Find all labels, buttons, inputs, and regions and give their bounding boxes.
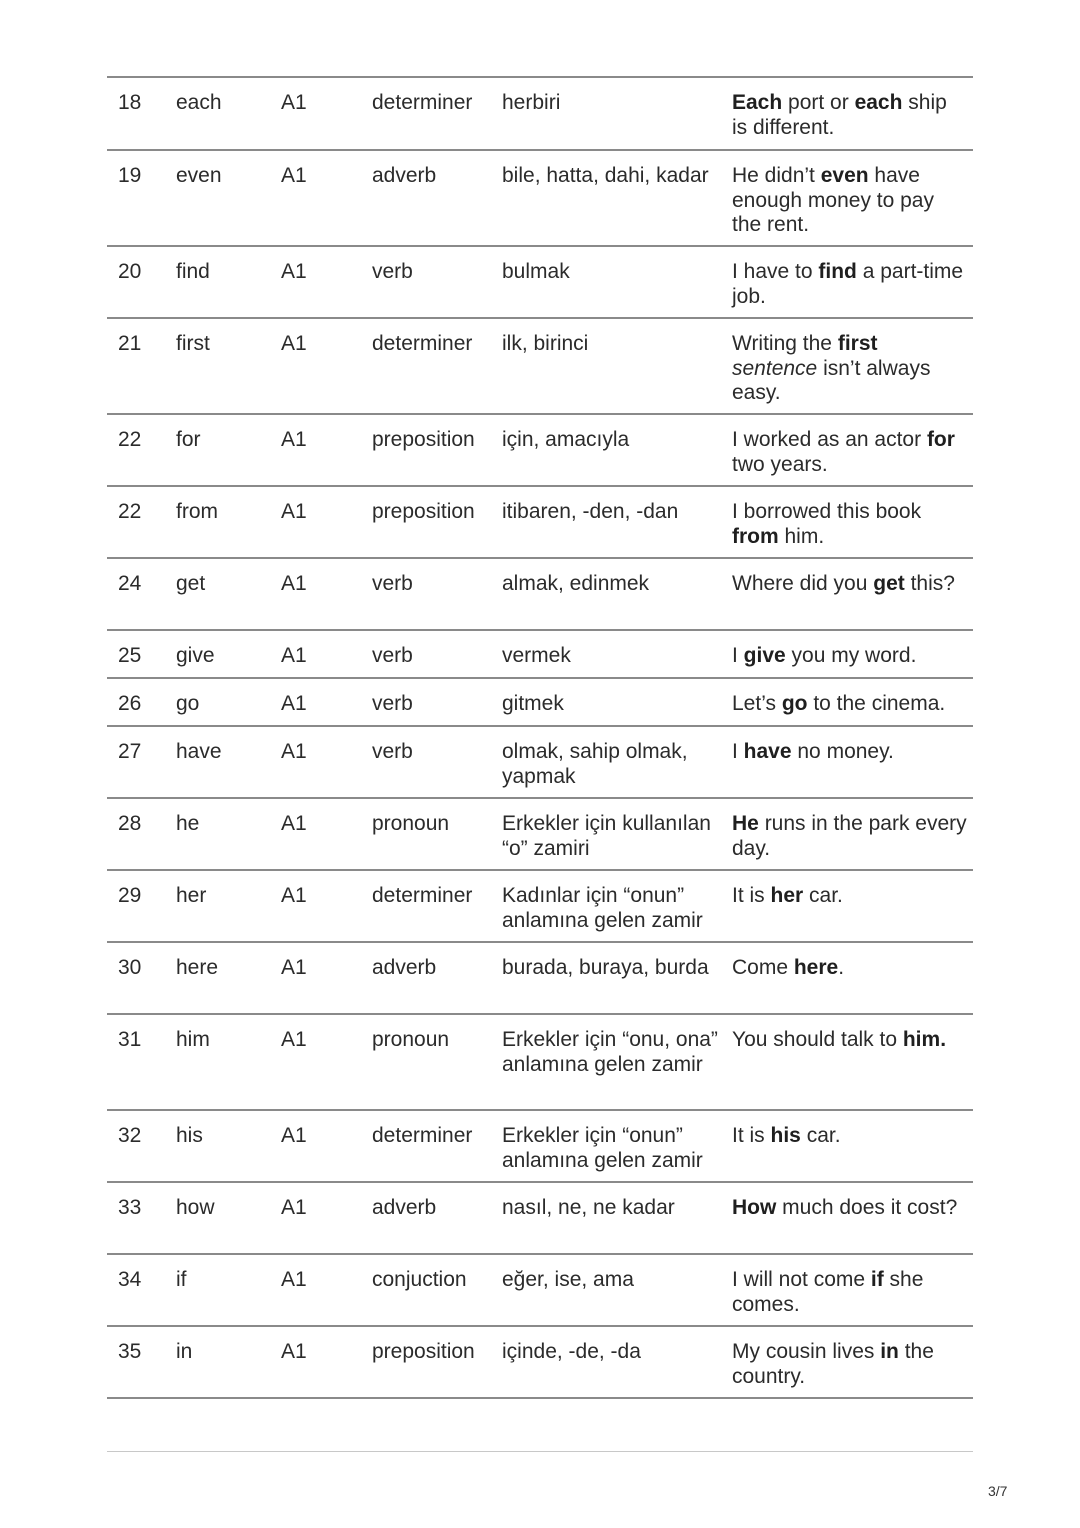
translation: bile, hatta, dahi, kadar [502, 164, 709, 187]
part-of-speech: determiner [372, 1124, 473, 1147]
translation: vermek [502, 644, 571, 667]
level: A1 [281, 1124, 307, 1147]
example-text: runs in the park every day. [732, 812, 967, 860]
vocabulary-table [107, 76, 973, 1399]
example-text: no money. [791, 740, 894, 763]
translation: herbiri [502, 91, 561, 114]
example-keyword: find [818, 260, 857, 283]
row-number: 28 [118, 812, 142, 835]
table-row [107, 799, 973, 871]
example-text: It is [732, 1124, 771, 1147]
example-text: Come [732, 956, 794, 979]
level: A1 [281, 91, 307, 114]
example-sentence [732, 91, 967, 140]
example-text: I worked as an actor [732, 428, 927, 451]
word: go [176, 692, 200, 715]
page-number: 3/7 [988, 1483, 1008, 1499]
row-number: 31 [118, 1028, 142, 1051]
example-sentence [732, 332, 967, 406]
translation: Erkekler için “onun” anlamına gelen zamir [502, 1124, 703, 1172]
example-keyword: He [732, 812, 759, 835]
translation: nasıl, ne, ne kadar [502, 1196, 675, 1219]
word: even [176, 164, 222, 187]
table-row [107, 1327, 973, 1399]
example-text: you my word. [785, 644, 917, 667]
row-number: 33 [118, 1196, 142, 1219]
example-keyword: for [926, 428, 955, 451]
example-keyword: each [854, 91, 903, 114]
row-number: 32 [118, 1124, 142, 1147]
part-of-speech: conjuction [372, 1268, 467, 1291]
word: him [176, 1028, 210, 1051]
example-keyword: Each [732, 91, 783, 114]
word: find [176, 260, 210, 283]
table-row [107, 487, 973, 559]
example-sentence [732, 740, 967, 765]
example-sentence [732, 500, 967, 549]
row-number: 24 [118, 572, 142, 595]
table-row [107, 151, 973, 247]
example-text: car. [803, 884, 843, 907]
example-sentence [732, 1124, 967, 1149]
example-text: this? [904, 572, 955, 595]
example-sentence [732, 1028, 967, 1053]
table-row [107, 247, 973, 319]
translation: almak, edinmek [502, 572, 650, 595]
example-text: . [838, 956, 845, 979]
level: A1 [281, 1196, 307, 1219]
example-sentence [732, 956, 967, 981]
row-number: 19 [118, 164, 142, 187]
translation: bulmak [502, 260, 570, 283]
example-keyword: even [820, 164, 869, 187]
part-of-speech: pronoun [372, 812, 450, 835]
table-row [107, 943, 973, 1015]
translation: için, amacıyla [502, 428, 630, 451]
row-number: 35 [118, 1340, 142, 1363]
example-text: ship is different. [732, 91, 947, 139]
part-of-speech: adverb [372, 956, 437, 979]
part-of-speech: preposition [372, 500, 475, 523]
translation: eğer, ise, ama [502, 1268, 634, 1291]
example-text: isn’t always easy. [732, 356, 931, 404]
example-sentence [732, 884, 967, 909]
row-number: 21 [118, 332, 142, 355]
translation: içinde, -de, -da [502, 1340, 641, 1363]
word: first [176, 332, 210, 355]
word: here [176, 956, 219, 979]
table-row [107, 631, 973, 679]
word: give [176, 644, 215, 667]
translation: ilk, birinci [502, 332, 589, 355]
example-sentence [732, 164, 967, 238]
level: A1 [281, 572, 307, 595]
part-of-speech: verb [372, 740, 413, 763]
row-number: 27 [118, 740, 142, 763]
table-row [107, 1111, 973, 1183]
word: for [176, 428, 201, 451]
example-keyword: her [770, 884, 804, 907]
example-text: He didn’t [732, 164, 821, 187]
example-sentence [732, 812, 967, 861]
part-of-speech: adverb [372, 1196, 437, 1219]
example-keyword: go [781, 692, 808, 715]
word: from [176, 500, 218, 523]
example-keyword: here [793, 956, 839, 979]
example-keyword: his [770, 1124, 801, 1147]
example-text: I will not come [732, 1268, 871, 1291]
translation: olmak, sahip olmak, yapmak [502, 740, 688, 788]
example-sentence [732, 692, 967, 717]
level: A1 [281, 812, 307, 835]
part-of-speech: preposition [372, 1340, 475, 1363]
table-row [107, 415, 973, 487]
example-text: You should talk to [732, 1028, 903, 1051]
example-text: she comes. [732, 1268, 924, 1316]
example-keyword: from [732, 524, 779, 548]
part-of-speech: determiner [372, 91, 473, 114]
part-of-speech: determiner [372, 332, 473, 355]
row-number: 22 [118, 428, 142, 451]
row-number: 29 [118, 884, 142, 907]
table-row [107, 1183, 973, 1255]
example-keyword: have [743, 740, 792, 763]
level: A1 [281, 164, 307, 187]
example-sentence [732, 428, 967, 477]
part-of-speech: verb [372, 572, 413, 595]
example-text: him. [778, 524, 825, 548]
level: A1 [281, 1028, 307, 1051]
example-keyword: first [837, 332, 878, 355]
example-text: Writing the [732, 332, 838, 355]
translation: gitmek [502, 692, 564, 715]
level: A1 [281, 1268, 307, 1291]
level: A1 [281, 740, 307, 763]
part-of-speech: pronoun [372, 1028, 450, 1051]
row-number: 25 [118, 644, 142, 667]
table-row [107, 679, 973, 727]
table-row [107, 319, 973, 415]
example-sentence [732, 1196, 967, 1221]
word: how [176, 1196, 215, 1219]
example-text: sentence [732, 356, 818, 380]
level: A1 [281, 692, 307, 715]
level: A1 [281, 500, 307, 523]
example-text: to the cinema. [807, 692, 946, 715]
part-of-speech: determiner [372, 884, 473, 907]
example-text: Where did you [732, 572, 874, 595]
part-of-speech: adverb [372, 164, 437, 187]
row-number: 22 [118, 500, 142, 523]
example-keyword: him. [902, 1028, 947, 1051]
table-row [107, 727, 973, 799]
word: each [176, 91, 222, 114]
level: A1 [281, 332, 307, 355]
row-number: 34 [118, 1268, 142, 1291]
example-sentence [732, 644, 967, 669]
example-keyword: if [870, 1268, 884, 1291]
example-text: a part-time job. [732, 260, 964, 308]
table-row [107, 871, 973, 943]
table-row [107, 1015, 973, 1111]
translation: Erkekler için kullanılan “o” zamiri [502, 812, 711, 860]
level: A1 [281, 644, 307, 667]
part-of-speech: verb [372, 692, 413, 715]
example-text: I have to [732, 260, 819, 283]
table-row [107, 559, 973, 631]
example-sentence [732, 1268, 967, 1317]
word: get [176, 572, 206, 595]
example-text: I [732, 740, 744, 763]
level: A1 [281, 956, 307, 979]
example-keyword: get [873, 572, 905, 595]
example-text: car. [800, 1124, 841, 1147]
table-row [107, 1255, 973, 1327]
example-keyword: How [732, 1196, 777, 1219]
example-text: much does it cost? [776, 1196, 958, 1219]
word: he [176, 812, 200, 835]
word: her [176, 884, 207, 907]
row-number: 30 [118, 956, 142, 979]
translation: itibaren, -den, -dan [502, 500, 679, 523]
word: in [176, 1340, 193, 1363]
translation: Erkekler için “onu, ona” anlamına gelen zamir [502, 1028, 718, 1076]
part-of-speech: preposition [372, 428, 475, 451]
footer-divider [107, 1451, 973, 1452]
word: have [176, 740, 222, 763]
example-text: I borrowed this book [732, 500, 922, 523]
table-row [107, 78, 973, 151]
word: his [176, 1124, 203, 1147]
level: A1 [281, 428, 307, 451]
row-number: 26 [118, 692, 142, 715]
row-number: 18 [118, 91, 142, 114]
example-text: the country. [732, 1340, 934, 1388]
part-of-speech: verb [372, 260, 413, 283]
example-keyword: in [880, 1340, 899, 1363]
example-sentence [732, 260, 967, 309]
example-text: have enough money to pay the rent. [732, 164, 934, 236]
level: A1 [281, 1340, 307, 1363]
example-text: Let’s [732, 692, 782, 715]
part-of-speech: verb [372, 644, 413, 667]
example-keyword: give [743, 644, 786, 667]
translation: Kadınlar için “onun” anlamına gelen zamir [502, 884, 703, 932]
level: A1 [281, 260, 307, 283]
word: if [176, 1268, 187, 1291]
example-text: My cousin lives [732, 1340, 881, 1363]
translation: burada, buraya, burda [502, 956, 709, 979]
example-sentence [732, 572, 967, 597]
example-text: two years. [732, 452, 828, 476]
row-number: 20 [118, 260, 142, 283]
example-sentence [732, 1340, 967, 1389]
level: A1 [281, 884, 307, 907]
example-text: I [732, 644, 744, 667]
example-text: port or [782, 91, 855, 114]
example-text: It is [732, 884, 771, 907]
